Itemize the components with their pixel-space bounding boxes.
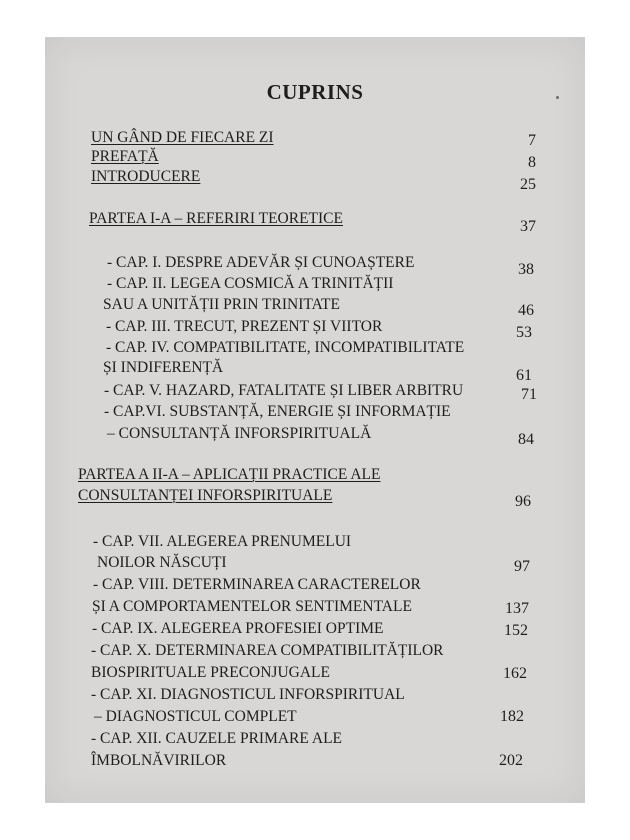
toc-page-number: 61	[516, 367, 532, 384]
toc-part-two-cont: CONSULTANȚEI INFORSPIRITUALE	[78, 487, 333, 504]
toc-page-number: 7	[528, 132, 536, 149]
toc-chapter: - CAP. IX. ALEGEREA PROFESIEI OPTIME	[92, 620, 384, 637]
toc-page-number: 25	[520, 176, 536, 193]
toc-page-number: 71	[521, 386, 537, 403]
toc-chapter: - CAP.VI. SUBSTANȚĂ, ENERGIE ȘI INFORMAȚIE	[104, 403, 451, 420]
toc-page-number: 152	[504, 622, 528, 639]
toc-chapter-cont: BIOSPIRITUALE PRECONJUGALE	[91, 664, 330, 681]
toc-chapter: - CAP. I. DESPRE ADEVĂR ȘI CUNOAȘTERE	[107, 254, 415, 271]
page-title: CUPRINS	[266, 80, 364, 104]
toc-chapter-cont: – DIAGNOSTICUL COMPLET	[94, 708, 297, 725]
toc-chapter: - CAP. IV. COMPATIBILITATE, INCOMPATIBILITATE	[106, 339, 465, 356]
toc-chapter-cont: – CONSULTANȚĂ INFORSPIRITUALĂ	[107, 425, 372, 442]
toc-chapter: - CAP. V. HAZARD, FATALITATE ȘI LIBER ARBITRU	[104, 382, 464, 399]
toc-page-number: 38	[518, 261, 534, 278]
toc-page-number: 84	[518, 431, 534, 448]
toc-chapter: - CAP. III. TRECUT, PREZENT ȘI VIITOR	[106, 318, 383, 335]
toc-page-number: 37	[520, 218, 536, 235]
toc-part-one: PARTEA I-A – REFERIRI TEORETICE	[89, 210, 343, 227]
toc-chapter-cont: ȘI A COMPORTAMENTELOR SENTIMENTALE	[92, 598, 412, 615]
toc-page-number: 162	[503, 665, 527, 682]
toc-chapter: - CAP. XI. DIAGNOSTICUL INFORSPIRITUAL	[91, 686, 405, 703]
toc-chapter: - CAP. VII. ALEGEREA PRENUMELUI	[93, 533, 352, 550]
toc-chapter: - CAP. X. DETERMINAREA COMPATIBILITĂȚILOR	[91, 642, 444, 659]
toc-chapter-cont: NOILOR NĂSCUȚI	[97, 554, 227, 571]
toc-entry-prefata: PREFAȚĂ	[91, 148, 159, 165]
toc-page-number: 137	[505, 600, 529, 617]
toc-entry-introducere: INTRODUCERE	[91, 168, 201, 185]
toc-chapter: - CAP. II. LEGEA COSMICĂ A TRINITĂȚII	[107, 275, 394, 292]
toc-page-number: 53	[516, 324, 532, 341]
toc-page-number: 46	[518, 302, 534, 319]
toc-page-number: 97	[514, 558, 530, 575]
toc-chapter: - CAP. VIII. DETERMINAREA CARACTERELOR	[93, 576, 421, 593]
toc-chapter-cont: SAU A UNITĂȚII PRIN TRINITATE	[103, 296, 340, 313]
toc-page-number: 8	[528, 154, 536, 171]
toc-chapter: - CAP. XII. CAUZELE PRIMARE ALE	[91, 730, 343, 747]
toc-chapter-cont: ȘI INDIFERENȚĂ	[103, 359, 224, 376]
toc-page-number: 202	[499, 752, 523, 769]
toc-entry-un-gand: UN GÂND DE FIECARE ZI	[91, 129, 274, 146]
toc-chapter-cont: ÎMBOLNĂVIRILOR	[91, 752, 227, 769]
toc-part-two: PARTEA A II-A – APLICAȚII PRACTICE ALE	[78, 466, 381, 483]
toc-page-number: 96	[515, 493, 531, 510]
toc-page-number: 182	[500, 708, 524, 725]
